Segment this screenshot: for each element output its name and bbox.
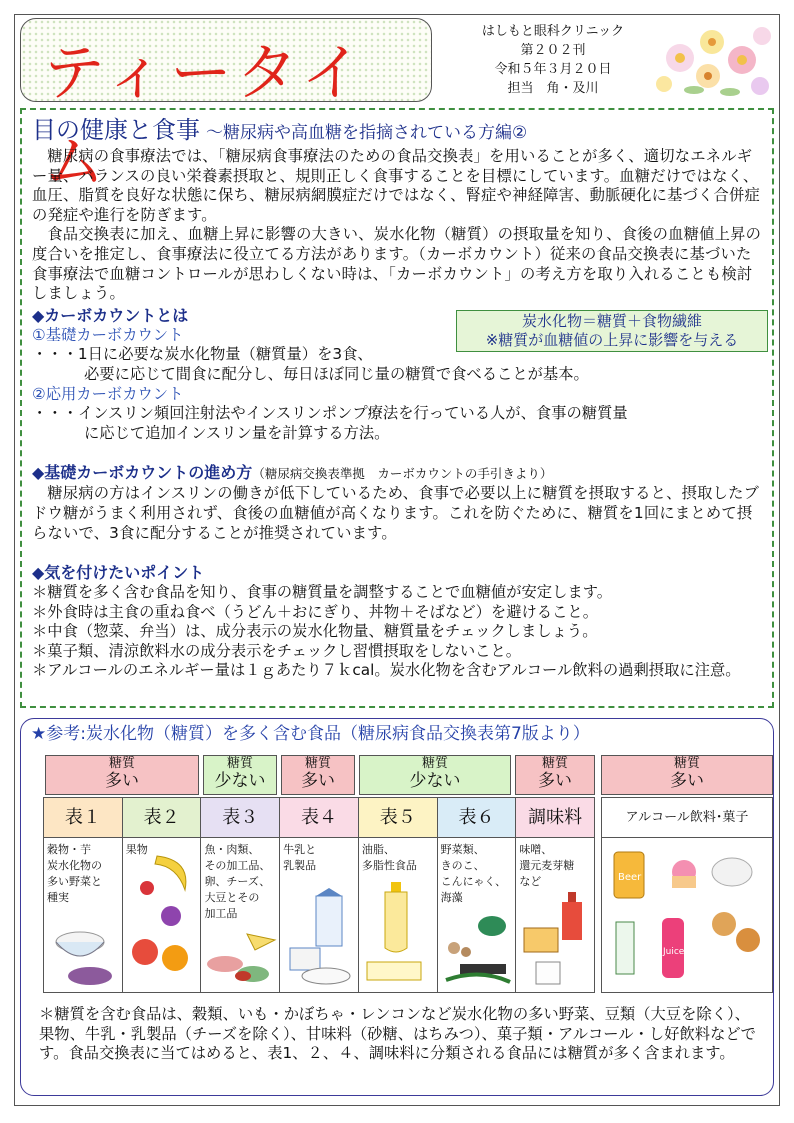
table-column-1 bbox=[44, 798, 123, 992]
column-body: 味噌、 還元麦芽糖 など bbox=[519, 843, 575, 888]
column-body: 野菜類、 きのこ、 こんにゃく、 海藻 bbox=[440, 843, 507, 904]
column-body: 果物 bbox=[125, 843, 148, 856]
newsletter-title: ティータイム bbox=[43, 36, 367, 198]
amount-bottom: 多い bbox=[301, 771, 335, 791]
amount-bottom: 多い bbox=[538, 771, 572, 791]
applied-carb-line-1: ・・・インスリン頻回注射法やインスリンポンプ療法を行っている人が、食事の糖質量 bbox=[32, 404, 628, 423]
column-header: 調味料 bbox=[516, 798, 594, 838]
paragraph-1: 糖尿病の食事療法では、「糖尿病食事療法のための食品交換表」を用いることが多く、適切なエネルギー量、バランスの良い栄養素摂取と、規則正しく食事することを目標にしています。血糖だけではなく、血圧、脂質を良好な状態に保ち、糖尿病網膜症だけではなく、腎症や神経障害、動脈硬化に基づく合併症の発症や進行を防ぎます。 bbox=[32, 147, 761, 224]
amount-top: 糖質 bbox=[673, 756, 700, 771]
column-header: 表３ bbox=[201, 798, 279, 838]
applied-carb-line-2: に応じて追加インスリン量を計算する方法。 bbox=[84, 423, 390, 442]
ketchup-icon bbox=[518, 888, 592, 988]
table-column-4 bbox=[280, 798, 359, 992]
carb-amount-label bbox=[601, 755, 773, 795]
paragraph-3: 糖尿病の方はインスリンの働きが低下しているため、食事で必要以上に糖質を摂取すると、摂取したブドウ糖がうまく利用されず、食後の血糖値が高くなります。これを防ぐために、糖質を1回にまとめて摂らないで、3食に配分することが推奨されています。 bbox=[32, 484, 760, 542]
vegetable-icon bbox=[440, 908, 514, 988]
rice-bowl-icon bbox=[50, 918, 120, 988]
heading-sub: ～糖尿病や高血糖を指摘されている方編② bbox=[206, 123, 528, 143]
alcohol-sweets-column bbox=[601, 797, 773, 993]
article-heading bbox=[32, 116, 762, 147]
milk-icon bbox=[282, 888, 356, 988]
svg-text:Beer: Beer bbox=[618, 872, 642, 883]
column-body: 穀物・芋 炭水化物の 多い野菜と 種実 bbox=[47, 843, 102, 904]
carb-amount-label bbox=[515, 755, 595, 795]
info-line-2: ※糖質が血糖値の上昇に影響を与える bbox=[485, 331, 739, 349]
oil-bottle-icon bbox=[361, 878, 435, 988]
banana-icon bbox=[127, 846, 197, 976]
basic-carb-line-1: ・・・1日に必要な炭水化物量（糖質量）を3食、 bbox=[32, 345, 373, 364]
amount-top: 糖質 bbox=[304, 756, 331, 771]
carb-amount-label bbox=[281, 755, 355, 795]
section-points: ◆気を付けたいポイント bbox=[32, 563, 205, 583]
carb-amount-label bbox=[359, 755, 511, 795]
point-item: ＊中食（惣菜、弁当）は、成分表示の炭水化物量、糖質量をチェックしましょう。 bbox=[32, 622, 598, 641]
food-exchange-table bbox=[43, 797, 595, 993]
section-basic-steps-title: ◆基礎カーボカウントの進め方 bbox=[32, 463, 253, 483]
basic-carb-line-2: 必要に応じて間食に配分し、毎日ほぼ同じ量の糖質で食べることが基本。 bbox=[84, 364, 589, 383]
issue-number: 第２０２刊 bbox=[520, 43, 586, 58]
amount-bottom: 多い bbox=[105, 771, 139, 791]
staff-names: 担当 角・及川 bbox=[507, 81, 599, 96]
column-header: 表２ bbox=[123, 798, 201, 838]
section-carb-count: ◆カーボカウントとは bbox=[32, 305, 189, 325]
main-article bbox=[20, 108, 774, 708]
amount-bottom: 少ない bbox=[214, 771, 266, 791]
flowers-illustration-icon bbox=[650, 18, 778, 102]
amount-top: 糖質 bbox=[108, 756, 135, 771]
heading-main: 目の健康と食事 bbox=[32, 116, 200, 144]
clinic-info bbox=[478, 22, 628, 98]
paragraph-2: 食品交換表に加え、血糖上昇に影響の大きい、炭水化物（糖質）の摂取量を知り、食後の血糖値上昇の度合いを推定し、食事療法に役立てる方法があります。（カーボカウント）従来の食品交換表に基づいた食事療法で血糖コントロールが思わしくない時は、「カーボカウント」の考え方を取り入れることも検討しましょう。 bbox=[32, 225, 762, 303]
column-header: 表４ bbox=[280, 798, 358, 838]
amount-bottom: 多い bbox=[670, 771, 704, 791]
section-basic-steps bbox=[32, 463, 762, 484]
point-item: ＊アルコールのエネルギー量は１ｇあたり７ｋcal。炭水化物を含むアルコール飲料の過剰摂取に注意。 bbox=[32, 661, 741, 680]
issue-date: 令和５年３月２０日 bbox=[494, 62, 612, 77]
clinic-name: はしもと眼科クリニック bbox=[481, 24, 625, 39]
applied-carb-title: ②応用カーボカウント bbox=[32, 384, 184, 403]
beer-can-icon bbox=[602, 842, 772, 992]
table-column-3 bbox=[201, 798, 280, 992]
carb-amount-label bbox=[203, 755, 277, 795]
svg-text:Juice: Juice bbox=[663, 947, 685, 957]
column-body: 魚・肉類、 その加工品、 卵、チーズ、 大豆とその 加工品 bbox=[204, 843, 271, 920]
amount-top: 糖質 bbox=[226, 756, 253, 771]
reference-title: ★参考:炭水化物（糖質）を多く含む食品（糖尿病食品交換表第7版より） bbox=[31, 724, 590, 744]
amount-top: 糖質 bbox=[421, 756, 448, 771]
reference-section bbox=[20, 718, 774, 1096]
section-basic-steps-note: （糖尿病交換表準拠 カーボカウントの手引きより） bbox=[252, 466, 553, 482]
carb-info-box bbox=[456, 310, 768, 352]
point-item: ＊糖質を多く含む食品を知り、食事の糖質量を調整することで血糖値が安定します。 bbox=[32, 583, 613, 602]
info-line-1: 炭水化物＝糖質＋食物繊維 bbox=[521, 312, 702, 330]
point-item: ＊菓子類、清涼飲料水の成分表示をチェックし習慣摂取をしないこと。 bbox=[32, 641, 522, 660]
table-column-2 bbox=[123, 798, 202, 992]
fish-icon bbox=[203, 928, 277, 988]
carb-amount-label bbox=[45, 755, 199, 795]
basic-carb-title: ①基礎カーボカウント bbox=[32, 325, 184, 344]
column-header: 表１ bbox=[44, 798, 122, 838]
table-column-6 bbox=[438, 798, 517, 992]
table-column-5 bbox=[359, 798, 438, 992]
column-body: 牛乳と 乳製品 bbox=[283, 843, 317, 872]
column-body: 油脂、 多脂性食品 bbox=[361, 843, 417, 872]
amount-bottom: 少ない bbox=[409, 771, 461, 791]
table-column-7 bbox=[516, 798, 594, 992]
reference-note: ＊糖質を含む食品は、穀類、いも・かぼちゃ・レンコンなど炭水化物の多い野菜、豆類（大豆を除く）、果物、牛乳・乳製品（チーズを除く）、甘味料（砂糖、はちみつ）、菓子類・アルコール・し好飲料などです。食品交換表に当てはめると、表1、２、４、調味料に分類される食品には糖質が多く含まれます。 bbox=[39, 1005, 756, 1063]
alcohol-header: アルコール飲料･菓子 bbox=[602, 798, 772, 838]
column-header: 表５ bbox=[359, 798, 437, 838]
column-header: 表６ bbox=[438, 798, 516, 838]
point-item: ＊外食時は主食の重ね食べ（うどん＋おにぎり、丼物＋そばなど）を避けること。 bbox=[32, 602, 598, 621]
amount-top: 糖質 bbox=[541, 756, 568, 771]
